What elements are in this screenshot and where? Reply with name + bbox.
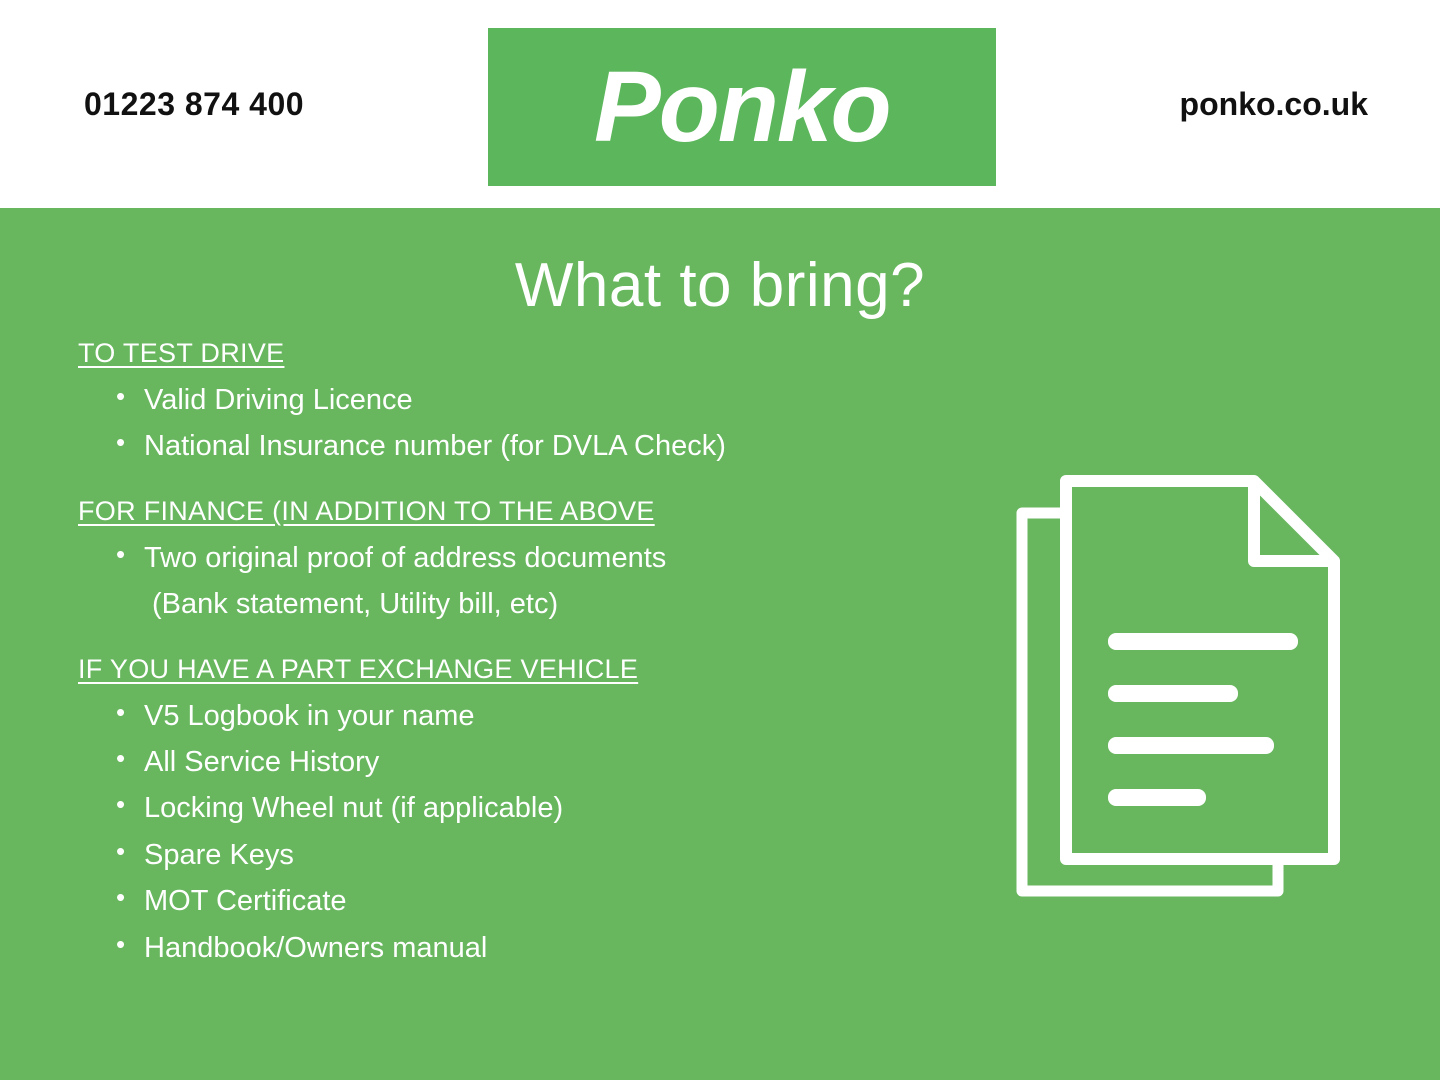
- list-item: • MOT Certificate: [108, 878, 978, 924]
- page-title: What to bring?: [514, 251, 926, 320]
- list-item: [108, 535, 978, 581]
- poster-header: [0, 0, 1440, 208]
- list-item: • Valid Driving Licence: [108, 377, 978, 423]
- section-heading: IF YOU HAVE A PART EXCHANGE VEHICLE: [78, 653, 639, 684]
- section-items: [78, 693, 978, 971]
- list-item: • Handbook/Owners manual: [108, 925, 978, 971]
- section-items: [78, 535, 978, 581]
- phone-number: 01223 874 400: [84, 85, 305, 122]
- section-finance: [78, 496, 978, 628]
- list-item: • National Insurance number (for DVLA Check): [108, 423, 978, 469]
- requirements-list: [78, 338, 978, 997]
- website-url: ponko.co.uk: [1179, 85, 1368, 122]
- poster-body: [0, 208, 1440, 1080]
- list-item: • V5 Logbook in your name: [108, 693, 978, 739]
- section-heading: FOR FINANCE (IN ADDITION TO THE ABOVE: [78, 495, 655, 526]
- section-part-exchange: [78, 654, 978, 971]
- brand-logo: [488, 28, 996, 186]
- list-item: • All Service History: [108, 739, 978, 785]
- brand-logo-text: Ponko: [594, 51, 890, 163]
- documents-icon: [1010, 473, 1350, 903]
- list-item: • Locking Wheel nut (if applicable): [108, 785, 978, 831]
- list-item-continuation: (Bank statement, Utility bill, etc): [152, 588, 559, 621]
- section-items: [78, 377, 978, 470]
- list-item-line1: Two original proof of address documents: [144, 541, 667, 574]
- section-heading: TO TEST DRIVE: [78, 338, 285, 368]
- list-item: • Spare Keys: [108, 832, 978, 878]
- section-test-drive: [78, 338, 978, 470]
